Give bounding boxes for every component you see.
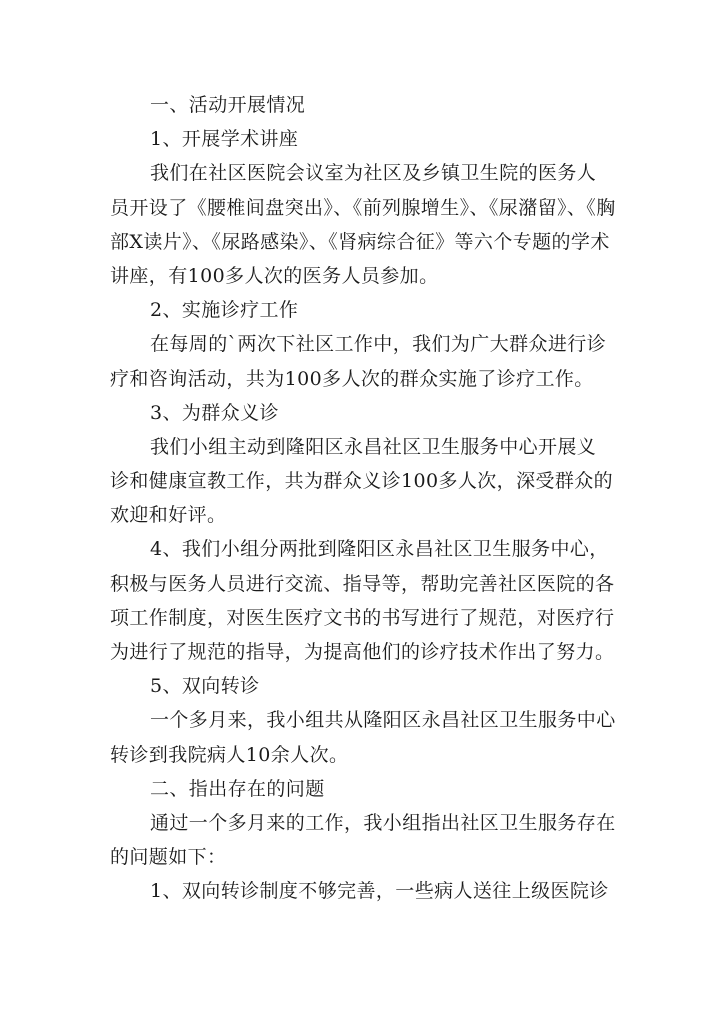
paragraph-line: 讲座，有100多人次的医务人员参加。 (110, 264, 439, 287)
paragraph-line: 在每周的`两次下社区工作中，我们为广大群众进行诊 (150, 333, 607, 356)
paragraph-line: 转诊到我院病人10余人次。 (110, 743, 349, 766)
subheading-free-clinic: 3、为群众义诊 (150, 401, 279, 424)
paragraph-line: 部X读片》、《尿路感染》、《肾病综合征》等六个专题的学术 (110, 230, 610, 253)
paragraph-line: 我们在社区医院会议室为社区及乡镇卫生院的医务人 (150, 162, 597, 185)
paragraph-line: 疗和咨询活动，共为100多人次的群众实施了诊疗工作。 (110, 367, 594, 390)
paragraph-line: 的问题如下： (110, 846, 227, 869)
subheading-referral: 5、双向转诊 (150, 675, 260, 698)
paragraph-line: 一个多月来，我小组共从隆阳区永昌社区卫生服务中心 (150, 709, 616, 732)
subheading-guidance: 4、我们小组分两批到隆阳区永昌社区卫生服务中心， (150, 538, 609, 561)
subheading-lectures: 1、开展学术讲座 (150, 128, 299, 151)
paragraph-line: 员开设了《腰椎间盘突出》、《前列腺增生》、《尿潴留》、《胸 (110, 196, 616, 219)
paragraph-line: 诊和健康宣教工作，共为群众义诊100多人次，深受群众的 (110, 470, 614, 493)
paragraph-line: 我们小组主动到隆阳区永昌社区卫生服务中心开展义 (150, 435, 597, 458)
heading-activities: 一、活动开展情况 (150, 94, 306, 116)
paragraph-line: 为进行了规范的指导，为提高他们的诊疗技术作出了努力。 (110, 641, 615, 663)
paragraph-line: 欢迎和好评。 (110, 504, 227, 527)
heading-problems: 二、指出存在的问题 (150, 777, 325, 800)
paragraph-line: 1、双向转诊制度不够完善，一些病人送往上级医院诊 (150, 880, 609, 903)
paragraph-line: 积极与医务人员进行交流、指导等，帮助完善社区医院的各 (110, 572, 615, 595)
document-body (110, 88, 630, 909)
paragraph-line: 项工作制度，对医生医疗文书的书写进行了规范，对医疗行 (110, 606, 615, 629)
subheading-diagnosis: 2、实施诊疗工作 (150, 299, 299, 322)
paragraph-line: 通过一个多月来的工作，我小组指出社区卫生服务存在 (150, 811, 616, 834)
